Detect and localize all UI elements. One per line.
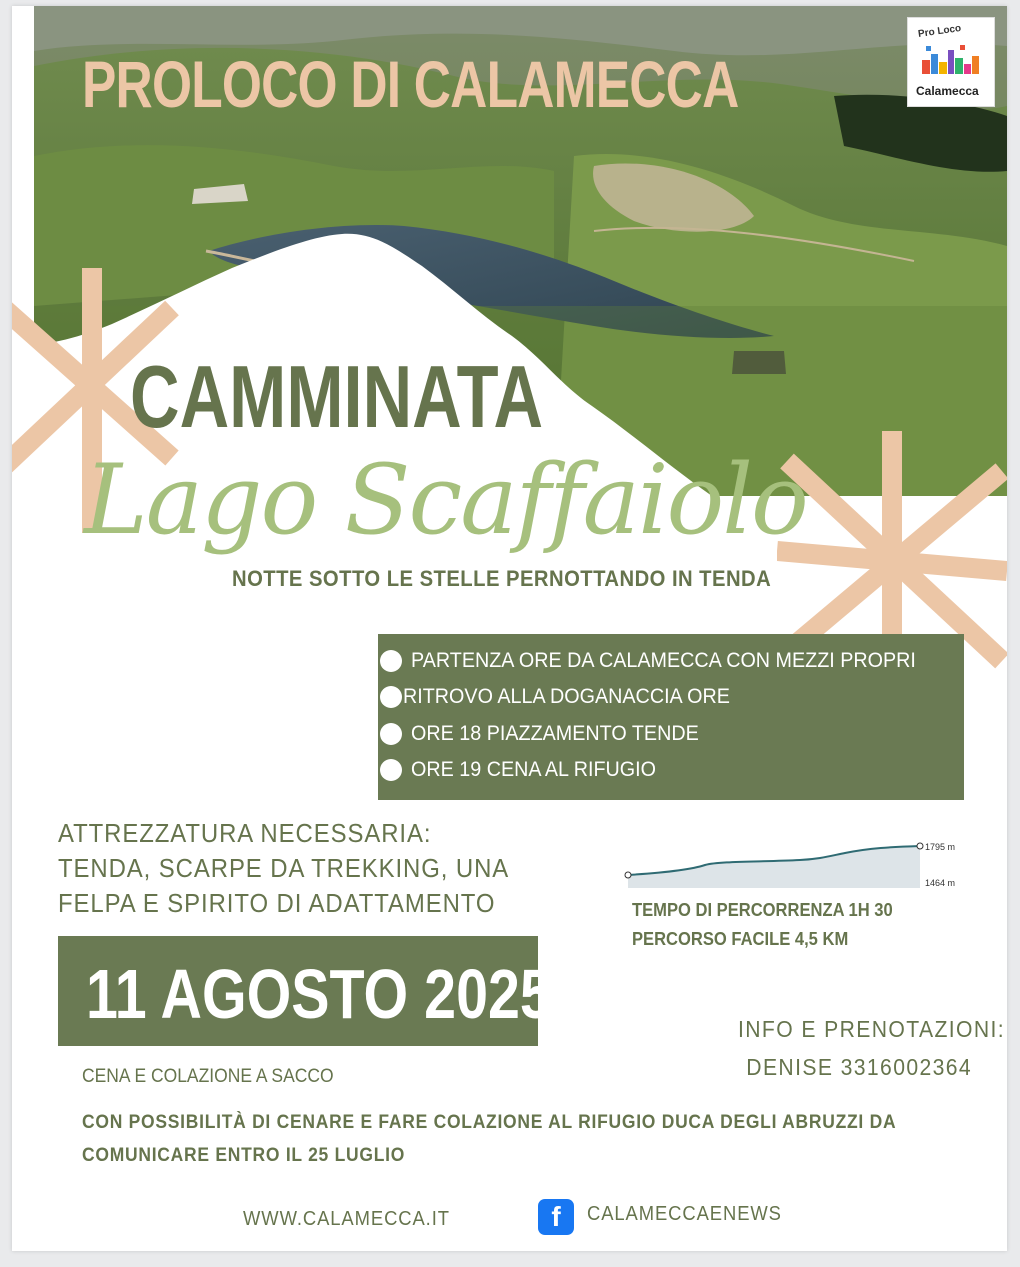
schedule-item <box>380 682 751 712</box>
contact-phone[interactable]: DENISE 3316002364 <box>746 1054 973 1080</box>
meals-text: CENA E COLAZIONE A SACCO <box>82 1066 334 1087</box>
equipment-heading: ATTREZZATURA NECESSARIA: <box>58 818 432 848</box>
dinner-note-line: CON POSSIBILITÀ DI CENARE E FARE COLAZIONE AL RIFUGIO DUCA DEGLI ABRUZZI DA <box>82 1112 897 1133</box>
contact-label: INFO E PRENOTAZIONI: <box>738 1016 1006 1042</box>
equipment-line: TENDA, SCARPE DA TREKKING, UNA <box>58 853 510 883</box>
schedule-item-text: PARTENZA ORE DA CALAMECCA CON MEZZI PROPRI <box>411 649 916 672</box>
route-difficulty: PERCORSO FACILE 4,5 KM <box>632 929 849 949</box>
elevation-min-label: 1464 m <box>925 878 956 888</box>
equipment-text <box>58 816 509 921</box>
event-title: CAMMINATA <box>130 347 544 446</box>
end-point <box>917 843 923 849</box>
contact-info <box>738 1010 1005 1086</box>
bullet-icon <box>380 723 402 745</box>
elevation-profile <box>620 828 962 888</box>
proloco-logo <box>907 17 995 107</box>
route-time: TEMPO DI PERCORRENZA 1H 30 <box>632 900 893 920</box>
schedule-item <box>380 755 672 785</box>
event-place: Lago Scaffaiolo <box>84 444 807 556</box>
start-point <box>625 872 631 878</box>
website-link[interactable]: WWW.CALAMECCA.IT <box>243 1208 450 1230</box>
schedule-item-text: ORE 18 PIAZZAMENTO TENDE <box>411 722 699 745</box>
schedule-item-text: RITROVO ALLA DOGANACCIA ORE <box>403 685 730 708</box>
event-date: 11 AGOSTO 2025 <box>86 955 552 1033</box>
route-info <box>632 896 893 954</box>
poster <box>12 6 1007 1251</box>
schedule-item <box>380 719 717 749</box>
bullet-icon <box>380 686 402 708</box>
equipment-line: FELPA E SPIRITO DI ADATTAMENTO <box>58 888 496 918</box>
bullet-icon <box>380 759 402 781</box>
logo-top-text: Pro Loco <box>917 23 962 40</box>
facebook-icon[interactable]: f <box>538 1199 574 1235</box>
schedule-item-text: ORE 19 CENA AL RIFUGIO <box>411 758 657 781</box>
bullet-icon <box>380 650 402 672</box>
dinner-note <box>82 1106 896 1172</box>
logo-houses-icon <box>920 42 982 82</box>
logo-bottom-text: Calamecca <box>916 84 979 98</box>
elevation-max-label: 1795 m <box>925 842 956 852</box>
schedule-item <box>380 646 948 676</box>
organization-title: PROLOCO DI CALAMECCA <box>82 47 739 121</box>
facebook-handle[interactable]: CALAMECCAENEWS <box>587 1203 782 1225</box>
event-subtitle: NOTTE SOTTO LE STELLE PERNOTTANDO IN TENDA <box>232 566 772 591</box>
dinner-note-line: COMUNICARE ENTRO IL 25 LUGLIO <box>82 1145 406 1166</box>
schedule-box <box>378 634 964 800</box>
date-box <box>58 936 552 1046</box>
